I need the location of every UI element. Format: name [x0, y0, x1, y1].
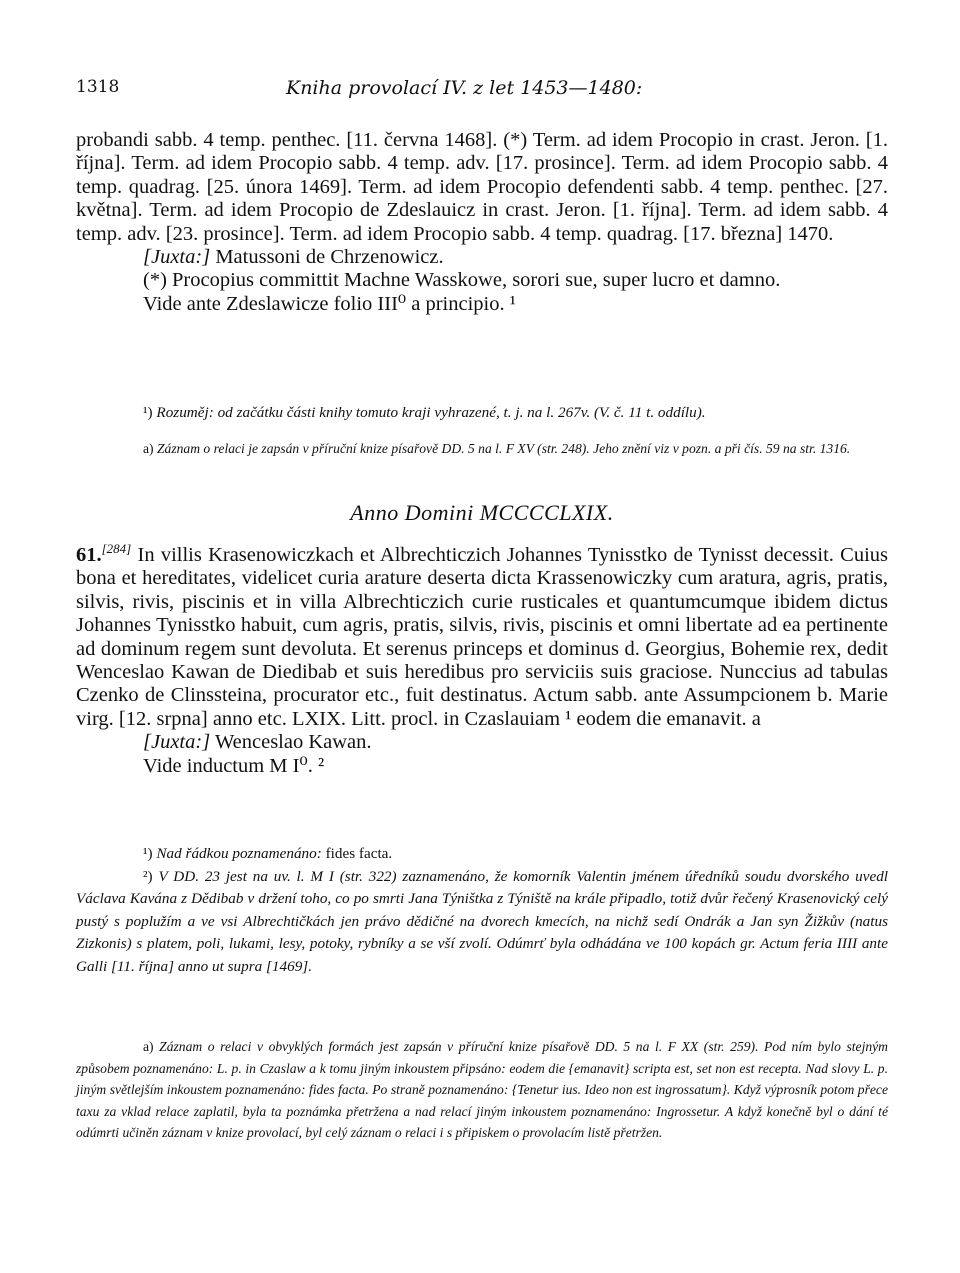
fn61-1: [76, 843, 888, 866]
entry-61: [76, 541, 888, 778]
entry-number: 61.: [76, 544, 102, 566]
footnote-a-mark: a): [143, 441, 154, 456]
running-header: [76, 77, 888, 101]
entry-body: In villis Krasenowiczkach et Albrechticzich Johannes Tynisstko de Tynisst decessit. Cuius bona et hereditates, videlicet curia arature deserta dicta Krassenowiczky cum aratura, agris, pratis, silvis, rivis, piscinis et in villa Albrechticzich curie rusticales et quantumcumque ibidem dictus Johannes Tynisstko habuit, cum agris, pratis, silvis, rivis, piscinis et omni libertate ad ea pertinente ad dominum regem sunt devoluta. Et serenus princeps et dominus d. Georgius, Bohemie rex, dedit Wenceslao Kawan de Diedibab et suis heredibus pro serviciis suis graciose. Nunccius ad tabulas Czenko de Clinssteina, procurator etc., fuit destinatus. Actum sabb. ante Assumpcionem b. Marie virg. [12. srpna] anno etc. LXIX. Litt. procl. in Czaslauiam ¹ eodem die emanavit. a: [76, 544, 888, 730]
footnote-1-text: Rozuměj: od začátku části knihy tomuto kraji vyhrazené, t. j. na l. 267v. (V. č. 11 t. oddílu).: [156, 404, 706, 421]
page-number: 1318: [76, 77, 120, 97]
fn61-1-mark: ¹): [143, 845, 153, 862]
footnote-1-mark: ¹): [143, 404, 153, 421]
entry-juxta-label: [Juxta:]: [143, 731, 211, 754]
juxta-text: Matussoni de Chrzenowicz.: [215, 246, 444, 269]
fn61-1-label: Nad řádkou poznamenáno:: [156, 845, 322, 862]
fn61-1-text: fides facta.: [325, 845, 393, 862]
footnote-a: [76, 438, 888, 460]
entry-juxta-text: Wenceslao Kawan.: [214, 731, 372, 754]
fn61-a-mark: a): [143, 1039, 154, 1054]
fn61-a: [76, 1036, 888, 1144]
fn61-a-text: Záznam o relaci v obvyklých formách jest zapsán v příruční knize písařově DD. 5 na l. F XX (str. 259). Pod ním bylo stejným způsobem poznamenáno: L. p. in Czaslaw a k tomu jiným inkoustem připsáno: eodem die {emanavit} scripta est, set non est recepta. Nad slovy L. p. jiným světlejším inkoustem poznamenáno: fides facta. Po straně poznamenáno: {Tenetur ius. Ideo non est ingrossatum}. Když výprosník potom přece taxu za vklad relace zaplatil, byla ta poznámka přetržena a nad relací jiným inkoustem poznamenáno: Ingrossetur. A když konečně byl o dání té odúmrti učiněn záznam v knize provolací, byl celý záznam o relaci i s připiskem o provolacím listě přetržen.: [76, 1039, 889, 1140]
entry-61-footnotes: [76, 843, 888, 978]
entry-61-footnote-a: [76, 1036, 888, 1144]
entry-juxta-line: [76, 731, 888, 754]
fn61-2-text: V DD. 23 jest na uv. l. M I (str. 322) zaznamenáno, že komorník Valentin jménem úředníků soudu dvorského uvedl Václava Kavána z Dědibab v držení toho, co po smrti Jana Týništka z Týniště na krále připadlo, totiž dvůr řečený Krasenovický celý pustý s poplužím a ve vsi Albrechtičkách jen právo dědičné na dvorech kmecích, na nichž sedí Ondrák a Jan syn Žižkův (natus Zizkonis) s platem, poli, lukami, lesy, potoky, rybníky a se vší zvolí. Odúmrť byla odhádána ve 100 kopách gr. Actum feria IIII ante Galli [11. října] anno ut supra [1469].: [76, 867, 889, 975]
entry-vide: Vide inductum M I⁰. ²: [143, 754, 325, 777]
top-footnote-a: [76, 438, 888, 460]
top-footnotes: [76, 402, 888, 425]
juxta-line: [76, 246, 888, 269]
entry-ref: [284]: [101, 541, 132, 557]
anno-heading: Anno Domini MCCCCLXIX.: [350, 500, 614, 525]
entry-61-text: [76, 541, 888, 731]
vide-note: Vide ante Zdeslawicze folio III⁰ a principio. ¹: [143, 292, 516, 315]
fn61-2-mark: ²): [143, 867, 153, 885]
footnote-1: [76, 402, 888, 425]
top-entry-text: probandi sabb. 4 temp. penthec. [11. června 1468]. (*) Term. ad idem Procopio in crast. Jeron. [1. října]. Term. ad idem Procopio sabb. 4 temp. adv. [17. prosince]. Term. ad idem Procopio sabb. 4 temp. quadrag. [25. února 1469]. Term. ad idem Procopio defendenti sabb. 4 temp. penthec. [27. května]. Term. ad idem Procopio de Zdeslauicz in crast. Jeron. [1. října]. Term. ad idem sabb. 4 temp. adv. [23. prosince]. Term. ad idem Procopio sabb. 4 temp. quadrag. [17. března] 1470.: [76, 129, 888, 245]
juxta-label: [Juxta:]: [143, 246, 211, 269]
fn61-2: [76, 866, 888, 979]
top-entry: [76, 129, 888, 316]
running-title: Kniha provolací IV. z let 1453—1480:: [286, 77, 643, 99]
footnote-a-text: Záznam o relaci je zapsán v příruční knize písařově DD. 5 na l. F XV (str. 248). Jeho znění viz v pozn. a při čís. 59 na str. 1316.: [156, 441, 851, 456]
procopius-note: (*) Procopius committit Machne Wasskowe, sorori sue, super lucro et damno.: [143, 269, 781, 292]
